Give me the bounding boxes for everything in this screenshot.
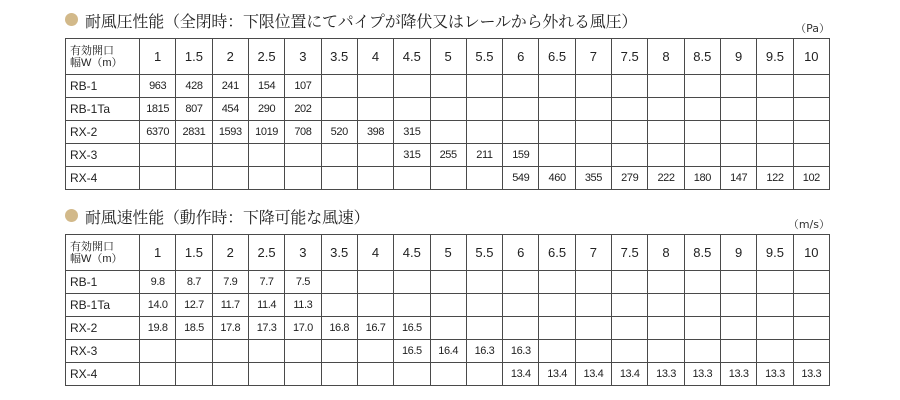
wind-pressure-title: 耐風圧性能（全閉時：下限位置にてパイプが降伏又はレールから外れる風圧） — [85, 12, 638, 31]
value-cell — [757, 340, 793, 363]
value-cell — [394, 294, 430, 317]
table-row — [66, 167, 830, 190]
value-cell: 211 — [466, 144, 502, 167]
value-cell — [357, 340, 393, 363]
value-cell: 315 — [394, 144, 430, 167]
model-label: RX-3 — [66, 340, 140, 363]
value-cell — [248, 363, 284, 386]
width-header-cell: 2.5 — [248, 235, 284, 271]
width-header-cell: 8 — [648, 235, 684, 271]
value-cell — [394, 98, 430, 121]
width-header-cell: 3.5 — [321, 235, 357, 271]
value-cell — [285, 144, 321, 167]
width-header-cell: 7 — [575, 235, 611, 271]
value-cell — [684, 98, 720, 121]
value-cell — [321, 167, 357, 190]
value-cell — [648, 294, 684, 317]
value-cell — [648, 75, 684, 98]
value-cell: 202 — [285, 98, 321, 121]
value-cell — [648, 144, 684, 167]
value-cell — [684, 75, 720, 98]
value-cell — [430, 98, 466, 121]
value-cell — [394, 271, 430, 294]
value-cell: 17.8 — [212, 317, 248, 340]
value-cell — [466, 271, 502, 294]
value-cell — [466, 363, 502, 386]
model-label: RB-1 — [66, 271, 140, 294]
value-cell — [757, 121, 793, 144]
value-cell — [757, 75, 793, 98]
value-cell: 159 — [503, 144, 539, 167]
wind-speed-unit: （m/s） — [787, 218, 830, 231]
value-cell — [575, 271, 611, 294]
width-header-cell: 1 — [140, 39, 176, 75]
value-cell — [539, 121, 575, 144]
value-cell — [248, 340, 284, 363]
value-cell: 19.8 — [140, 317, 176, 340]
value-cell — [321, 144, 357, 167]
value-cell: 16.5 — [394, 317, 430, 340]
wind-speed-title: 耐風速性能（動作時：下降可能な風速） — [85, 208, 370, 227]
value-cell — [176, 167, 212, 190]
width-header-cell: 9.5 — [757, 39, 793, 75]
value-cell: 16.5 — [394, 340, 430, 363]
value-cell — [212, 363, 248, 386]
value-cell — [176, 363, 212, 386]
value-cell — [648, 340, 684, 363]
bullet-icon — [65, 13, 78, 26]
value-cell — [394, 363, 430, 386]
value-cell — [612, 98, 648, 121]
value-cell — [793, 294, 829, 317]
value-cell: 17.3 — [248, 317, 284, 340]
value-cell — [539, 317, 575, 340]
value-cell — [394, 75, 430, 98]
value-cell: 12.7 — [176, 294, 212, 317]
value-cell: 11.7 — [212, 294, 248, 317]
value-cell — [503, 271, 539, 294]
value-cell — [466, 121, 502, 144]
value-cell — [357, 144, 393, 167]
width-header-cell: 4 — [357, 39, 393, 75]
value-cell — [757, 294, 793, 317]
value-cell: 16.3 — [466, 340, 502, 363]
width-header-cell: 8.5 — [684, 235, 720, 271]
value-cell: 7.9 — [212, 271, 248, 294]
value-cell: 122 — [757, 167, 793, 190]
model-label: RB-1Ta — [66, 294, 140, 317]
width-header-cell: 2.5 — [248, 39, 284, 75]
value-cell: 279 — [612, 167, 648, 190]
value-cell — [539, 340, 575, 363]
value-cell: 16.7 — [357, 317, 393, 340]
value-cell — [466, 294, 502, 317]
value-cell — [575, 144, 611, 167]
value-cell — [140, 167, 176, 190]
value-cell — [612, 121, 648, 144]
value-cell — [684, 121, 720, 144]
value-cell: 13.4 — [503, 363, 539, 386]
width-header-cell: 6 — [503, 235, 539, 271]
value-cell: 2831 — [176, 121, 212, 144]
width-header-cell: 2 — [212, 39, 248, 75]
width-header-cell: 1 — [140, 235, 176, 271]
value-cell — [466, 98, 502, 121]
wind-speed-table — [65, 234, 830, 386]
value-cell: 355 — [575, 167, 611, 190]
width-header-cell: 5 — [430, 39, 466, 75]
corner-label-line2: 幅W（m） — [70, 252, 123, 265]
value-cell — [793, 98, 829, 121]
width-header-cell: 5.5 — [466, 235, 502, 271]
value-cell: 16.8 — [321, 317, 357, 340]
value-cell — [721, 294, 757, 317]
value-cell: 16.4 — [430, 340, 466, 363]
value-cell: 807 — [176, 98, 212, 121]
value-cell — [140, 144, 176, 167]
wind-pressure-heading — [65, 8, 830, 35]
width-header-cell: 5.5 — [466, 39, 502, 75]
width-header-cell: 3.5 — [321, 39, 357, 75]
value-cell — [176, 144, 212, 167]
header-row — [66, 39, 830, 75]
value-cell — [684, 294, 720, 317]
width-header-cell: 7.5 — [612, 39, 648, 75]
value-cell — [575, 75, 611, 98]
value-cell — [357, 167, 393, 190]
model-label: RX-3 — [66, 144, 140, 167]
value-cell — [430, 363, 466, 386]
width-header-cell: 3 — [285, 39, 321, 75]
value-cell — [430, 167, 466, 190]
model-label: RB-1Ta — [66, 98, 140, 121]
value-cell — [357, 363, 393, 386]
wind-speed-heading — [65, 204, 830, 231]
value-cell — [575, 98, 611, 121]
value-cell: 13.3 — [648, 363, 684, 386]
value-cell: 6370 — [140, 121, 176, 144]
width-header-cell: 6.5 — [539, 235, 575, 271]
width-header-cell: 5 — [430, 235, 466, 271]
value-cell: 180 — [684, 167, 720, 190]
value-cell — [648, 98, 684, 121]
value-cell: 16.3 — [503, 340, 539, 363]
width-header-cell: 9 — [721, 235, 757, 271]
width-header-cell: 4.5 — [394, 235, 430, 271]
table-row — [66, 294, 830, 317]
value-cell — [793, 317, 829, 340]
value-cell: 11.3 — [285, 294, 321, 317]
value-cell — [212, 167, 248, 190]
value-cell: 520 — [321, 121, 357, 144]
corner-label — [66, 39, 140, 75]
value-cell — [321, 75, 357, 98]
value-cell — [321, 294, 357, 317]
value-cell — [757, 271, 793, 294]
value-cell — [394, 167, 430, 190]
value-cell — [285, 167, 321, 190]
value-cell: 708 — [285, 121, 321, 144]
value-cell: 13.4 — [575, 363, 611, 386]
value-cell — [612, 317, 648, 340]
table-row — [66, 144, 830, 167]
value-cell: 11.4 — [248, 294, 284, 317]
value-cell: 398 — [357, 121, 393, 144]
value-cell: 18.5 — [176, 317, 212, 340]
value-cell — [285, 340, 321, 363]
value-cell — [466, 167, 502, 190]
value-cell: 428 — [176, 75, 212, 98]
value-cell — [248, 144, 284, 167]
value-cell — [793, 144, 829, 167]
value-cell — [140, 340, 176, 363]
width-header-cell: 6.5 — [539, 39, 575, 75]
value-cell: 13.4 — [539, 363, 575, 386]
value-cell: 454 — [212, 98, 248, 121]
value-cell — [539, 98, 575, 121]
value-cell — [612, 294, 648, 317]
value-cell: 102 — [793, 167, 829, 190]
value-cell: 13.3 — [757, 363, 793, 386]
value-cell — [793, 271, 829, 294]
value-cell: 549 — [503, 167, 539, 190]
width-header-cell: 1.5 — [176, 39, 212, 75]
width-header-cell: 4.5 — [394, 39, 430, 75]
wind-pressure-table — [65, 38, 830, 190]
value-cell — [503, 317, 539, 340]
value-cell — [575, 317, 611, 340]
width-header-cell: 10 — [793, 235, 829, 271]
value-cell — [684, 317, 720, 340]
model-label: RB-1 — [66, 75, 140, 98]
table-row — [66, 75, 830, 98]
value-cell — [321, 98, 357, 121]
table-row — [66, 363, 830, 386]
wind-pressure-unit: （Pa） — [795, 22, 830, 35]
value-cell — [612, 340, 648, 363]
model-label: RX-2 — [66, 317, 140, 340]
width-header-cell: 7 — [575, 39, 611, 75]
value-cell — [503, 75, 539, 98]
width-header-cell: 2 — [212, 235, 248, 271]
value-cell — [321, 340, 357, 363]
width-header-cell: 4 — [357, 235, 393, 271]
corner-label-line2: 幅W（m） — [70, 56, 123, 69]
bullet-icon — [65, 209, 78, 222]
value-cell: 1815 — [140, 98, 176, 121]
value-cell — [721, 121, 757, 144]
value-cell: 7.7 — [248, 271, 284, 294]
value-cell — [357, 98, 393, 121]
width-header-cell: 1.5 — [176, 235, 212, 271]
value-cell — [575, 121, 611, 144]
value-cell: 9.8 — [140, 271, 176, 294]
value-cell: 13.4 — [612, 363, 648, 386]
value-cell: 13.3 — [793, 363, 829, 386]
value-cell: 290 — [248, 98, 284, 121]
value-cell — [212, 340, 248, 363]
value-cell — [648, 271, 684, 294]
wind-speed-section — [65, 204, 830, 381]
value-cell — [430, 121, 466, 144]
value-cell — [357, 294, 393, 317]
value-cell — [648, 317, 684, 340]
value-cell — [539, 294, 575, 317]
value-cell — [612, 271, 648, 294]
table-row — [66, 271, 830, 294]
value-cell: 460 — [539, 167, 575, 190]
value-cell — [684, 340, 720, 363]
value-cell — [539, 271, 575, 294]
value-cell — [321, 271, 357, 294]
model-label: RX-4 — [66, 363, 140, 386]
width-header-cell: 10 — [793, 39, 829, 75]
width-header-cell: 8 — [648, 39, 684, 75]
value-cell — [285, 363, 321, 386]
value-cell — [430, 317, 466, 340]
value-cell — [539, 144, 575, 167]
value-cell — [539, 75, 575, 98]
value-cell: 107 — [285, 75, 321, 98]
value-cell — [721, 98, 757, 121]
value-cell: 17.0 — [285, 317, 321, 340]
value-cell: 963 — [140, 75, 176, 98]
value-cell — [430, 271, 466, 294]
value-cell — [503, 121, 539, 144]
value-cell: 13.3 — [721, 363, 757, 386]
table-row — [66, 98, 830, 121]
value-cell — [757, 144, 793, 167]
value-cell — [757, 98, 793, 121]
value-cell: 1593 — [212, 121, 248, 144]
value-cell — [612, 75, 648, 98]
value-cell — [575, 340, 611, 363]
value-cell — [357, 75, 393, 98]
value-cell — [684, 144, 720, 167]
value-cell — [721, 75, 757, 98]
table-row — [66, 317, 830, 340]
value-cell — [721, 340, 757, 363]
value-cell — [212, 144, 248, 167]
value-cell — [248, 167, 284, 190]
value-cell — [357, 271, 393, 294]
value-cell: 7.5 — [285, 271, 321, 294]
width-header-cell: 9.5 — [757, 235, 793, 271]
value-cell — [721, 271, 757, 294]
value-cell — [430, 75, 466, 98]
value-cell: 222 — [648, 167, 684, 190]
value-cell — [793, 121, 829, 144]
width-header-cell: 9 — [721, 39, 757, 75]
value-cell — [430, 294, 466, 317]
value-cell: 255 — [430, 144, 466, 167]
width-header-cell: 7.5 — [612, 235, 648, 271]
table-row — [66, 340, 830, 363]
value-cell: 154 — [248, 75, 284, 98]
corner-label-line1: 有効開口 — [70, 240, 114, 253]
width-header-cell: 6 — [503, 39, 539, 75]
value-cell: 13.3 — [684, 363, 720, 386]
value-cell — [140, 363, 176, 386]
value-cell — [321, 363, 357, 386]
value-cell — [793, 75, 829, 98]
value-cell: 241 — [212, 75, 248, 98]
value-cell — [793, 340, 829, 363]
corner-label — [66, 235, 140, 271]
value-cell: 147 — [721, 167, 757, 190]
value-cell: 14.0 — [140, 294, 176, 317]
wind-pressure-section — [65, 8, 830, 185]
value-cell — [684, 271, 720, 294]
value-cell — [757, 317, 793, 340]
value-cell — [466, 75, 502, 98]
value-cell: 1019 — [248, 121, 284, 144]
value-cell — [721, 317, 757, 340]
value-cell — [503, 294, 539, 317]
value-cell — [575, 294, 611, 317]
width-header-cell: 3 — [285, 235, 321, 271]
value-cell — [503, 98, 539, 121]
width-header-cell: 8.5 — [684, 39, 720, 75]
model-label: RX-2 — [66, 121, 140, 144]
value-cell — [466, 317, 502, 340]
value-cell: 8.7 — [176, 271, 212, 294]
header-row — [66, 235, 830, 271]
value-cell — [176, 340, 212, 363]
corner-label-line1: 有効開口 — [70, 44, 114, 57]
value-cell — [612, 144, 648, 167]
value-cell — [721, 144, 757, 167]
model-label: RX-4 — [66, 167, 140, 190]
table-row — [66, 121, 830, 144]
value-cell: 315 — [394, 121, 430, 144]
value-cell — [648, 121, 684, 144]
